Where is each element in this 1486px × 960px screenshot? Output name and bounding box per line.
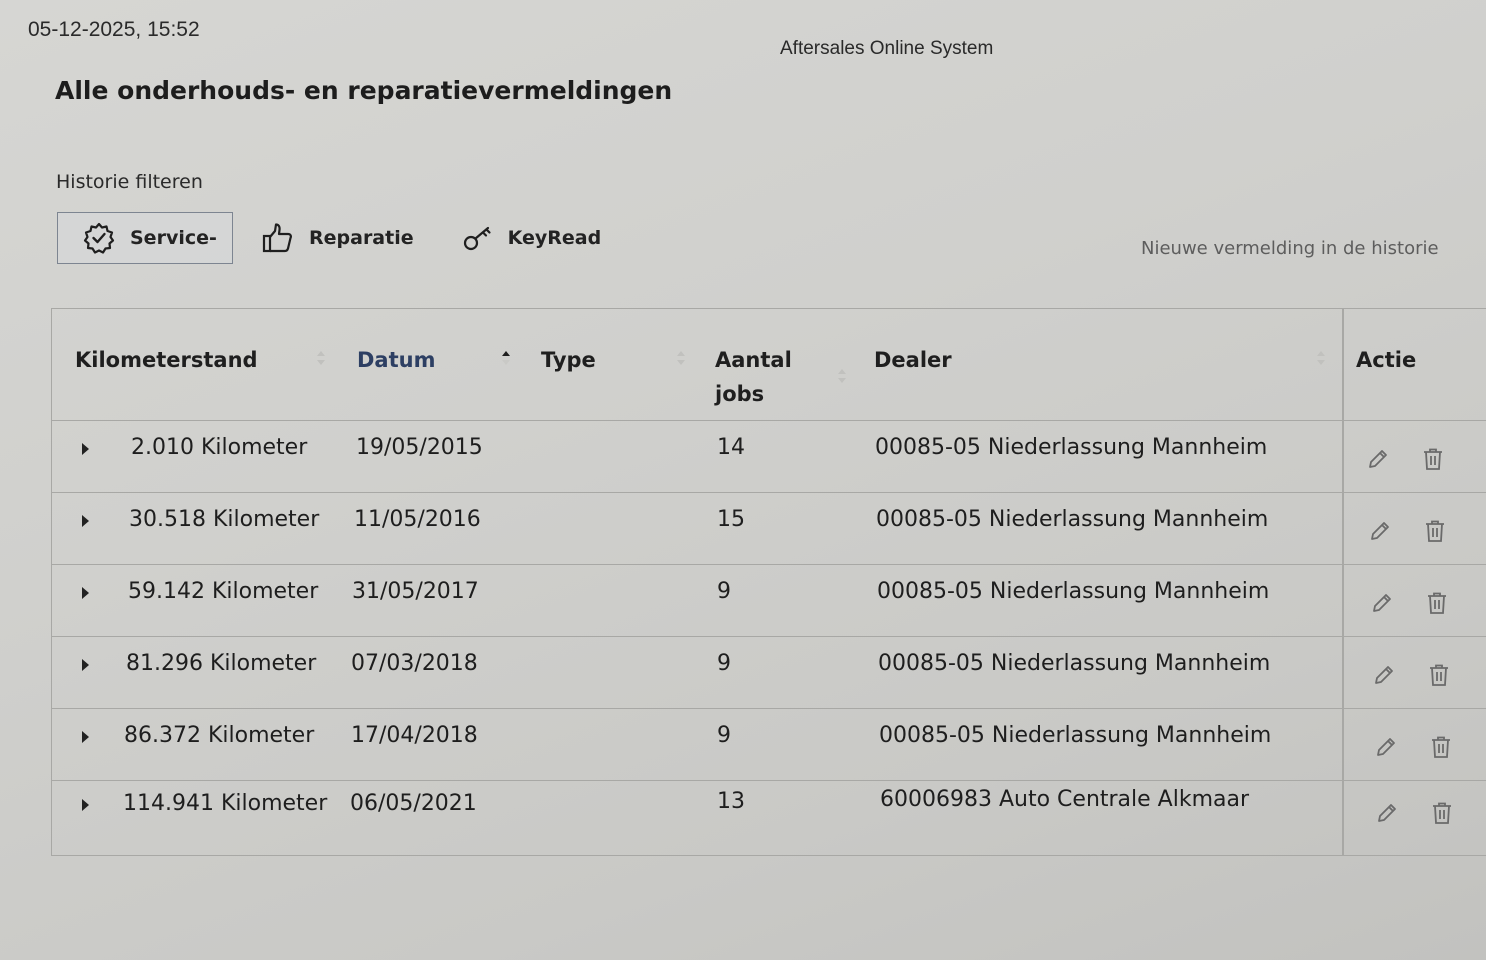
expand-row-icon[interactable]: [82, 443, 89, 455]
cell-kilometerstand: 114.941 Kilometer: [123, 791, 328, 816]
filter-keyread-button[interactable]: [458, 212, 606, 264]
cell-datum: 19/05/2015: [356, 435, 483, 460]
cell-kilometerstand: 59.142 Kilometer: [128, 579, 319, 604]
column-header-datum[interactable]: Datum: [357, 348, 436, 372]
cell-aantal-jobs: 9: [717, 723, 731, 748]
cell-kilometerstand: 2.010 Kilometer: [131, 435, 308, 460]
sort-neutral-icon[interactable]: [316, 349, 326, 367]
cell-dealer: 00085-05 Niederlassung Mannheim: [878, 651, 1271, 676]
trash-icon[interactable]: [1427, 663, 1451, 687]
cell-dealer: 00085-05 Niederlassung Mannheim: [876, 507, 1269, 532]
pencil-icon[interactable]: [1366, 447, 1390, 471]
table-row[interactable]: [52, 781, 1486, 853]
filter-label: Historie filteren: [56, 171, 203, 193]
cell-kilometerstand: 81.296 Kilometer: [126, 651, 317, 676]
sort-ascending-icon[interactable]: [501, 349, 511, 367]
trash-icon[interactable]: [1429, 735, 1453, 759]
expand-row-icon[interactable]: [82, 515, 89, 527]
expand-row-icon[interactable]: [82, 799, 89, 811]
print-timestamp: 05-12-2025, 15:52: [28, 18, 200, 41]
table-row[interactable]: [52, 421, 1486, 493]
cell-aantal-jobs: 9: [717, 651, 731, 676]
column-header-kilometerstand[interactable]: Kilometerstand: [75, 348, 258, 372]
cell-datum: 31/05/2017: [352, 579, 479, 604]
pencil-icon[interactable]: [1370, 591, 1394, 615]
cell-datum: 06/05/2021: [350, 791, 477, 816]
filter-tabs: [57, 211, 605, 265]
table-header: [52, 309, 1486, 421]
pencil-icon[interactable]: [1372, 663, 1396, 687]
table-row[interactable]: [52, 637, 1486, 709]
expand-row-icon[interactable]: [82, 731, 89, 743]
filter-reparatie-button[interactable]: [257, 212, 418, 264]
column-header-dealer[interactable]: Dealer: [874, 348, 952, 372]
filter-service-label: Service-: [130, 227, 217, 249]
column-header-aantal-jobs[interactable]: [715, 343, 792, 411]
service-gear-check-icon: [82, 221, 116, 255]
sort-neutral-icon[interactable]: [1316, 349, 1326, 367]
column-header-aantal-jobs-line2: jobs: [715, 382, 765, 406]
pencil-icon[interactable]: [1368, 519, 1392, 543]
thumbs-up-icon: [261, 221, 295, 255]
filter-keyread-label: KeyRead: [507, 227, 602, 249]
cell-kilometerstand: 30.518 Kilometer: [129, 507, 320, 532]
expand-row-icon[interactable]: [82, 587, 89, 599]
table-row[interactable]: [52, 493, 1486, 565]
new-entry-link[interactable]: Nieuwe vermelding in de historie: [1141, 238, 1439, 259]
cell-datum: 17/04/2018: [351, 723, 478, 748]
cell-aantal-jobs: 15: [717, 507, 745, 532]
pencil-icon[interactable]: [1374, 735, 1398, 759]
cell-datum: 07/03/2018: [351, 651, 478, 676]
history-table: [51, 308, 1486, 856]
page-title: Alle onderhouds- en reparatievermeldingen: [55, 76, 673, 105]
filter-service-button[interactable]: [57, 212, 233, 264]
app-name: Aftersales Online System: [780, 38, 994, 59]
column-header-type[interactable]: Type: [541, 348, 596, 372]
cell-aantal-jobs: 14: [717, 435, 745, 460]
cell-dealer: 00085-05 Niederlassung Mannheim: [877, 579, 1270, 604]
cell-dealer: 60006983 Auto Centrale Alkmaar: [880, 787, 1250, 812]
key-icon: [462, 222, 494, 254]
trash-icon[interactable]: [1423, 519, 1447, 543]
cell-aantal-jobs: 13: [717, 789, 745, 814]
sort-neutral-icon[interactable]: [676, 349, 686, 367]
table-row[interactable]: [52, 709, 1486, 781]
expand-row-icon[interactable]: [82, 659, 89, 671]
trash-icon[interactable]: [1421, 447, 1445, 471]
trash-icon[interactable]: [1430, 801, 1454, 825]
table-row[interactable]: [52, 565, 1486, 637]
filter-reparatie-label: Reparatie: [309, 227, 414, 249]
sort-neutral-icon[interactable]: [837, 367, 847, 385]
column-header-aantal-jobs-line1: Aantal: [715, 348, 792, 372]
cell-datum: 11/05/2016: [354, 507, 481, 532]
trash-icon[interactable]: [1425, 591, 1449, 615]
pencil-icon[interactable]: [1375, 801, 1399, 825]
column-header-actie: Actie: [1356, 348, 1417, 372]
cell-kilometerstand: 86.372 Kilometer: [124, 723, 315, 748]
cell-dealer: 00085-05 Niederlassung Mannheim: [879, 723, 1272, 748]
cell-dealer: 00085-05 Niederlassung Mannheim: [875, 435, 1268, 460]
cell-aantal-jobs: 9: [717, 579, 731, 604]
